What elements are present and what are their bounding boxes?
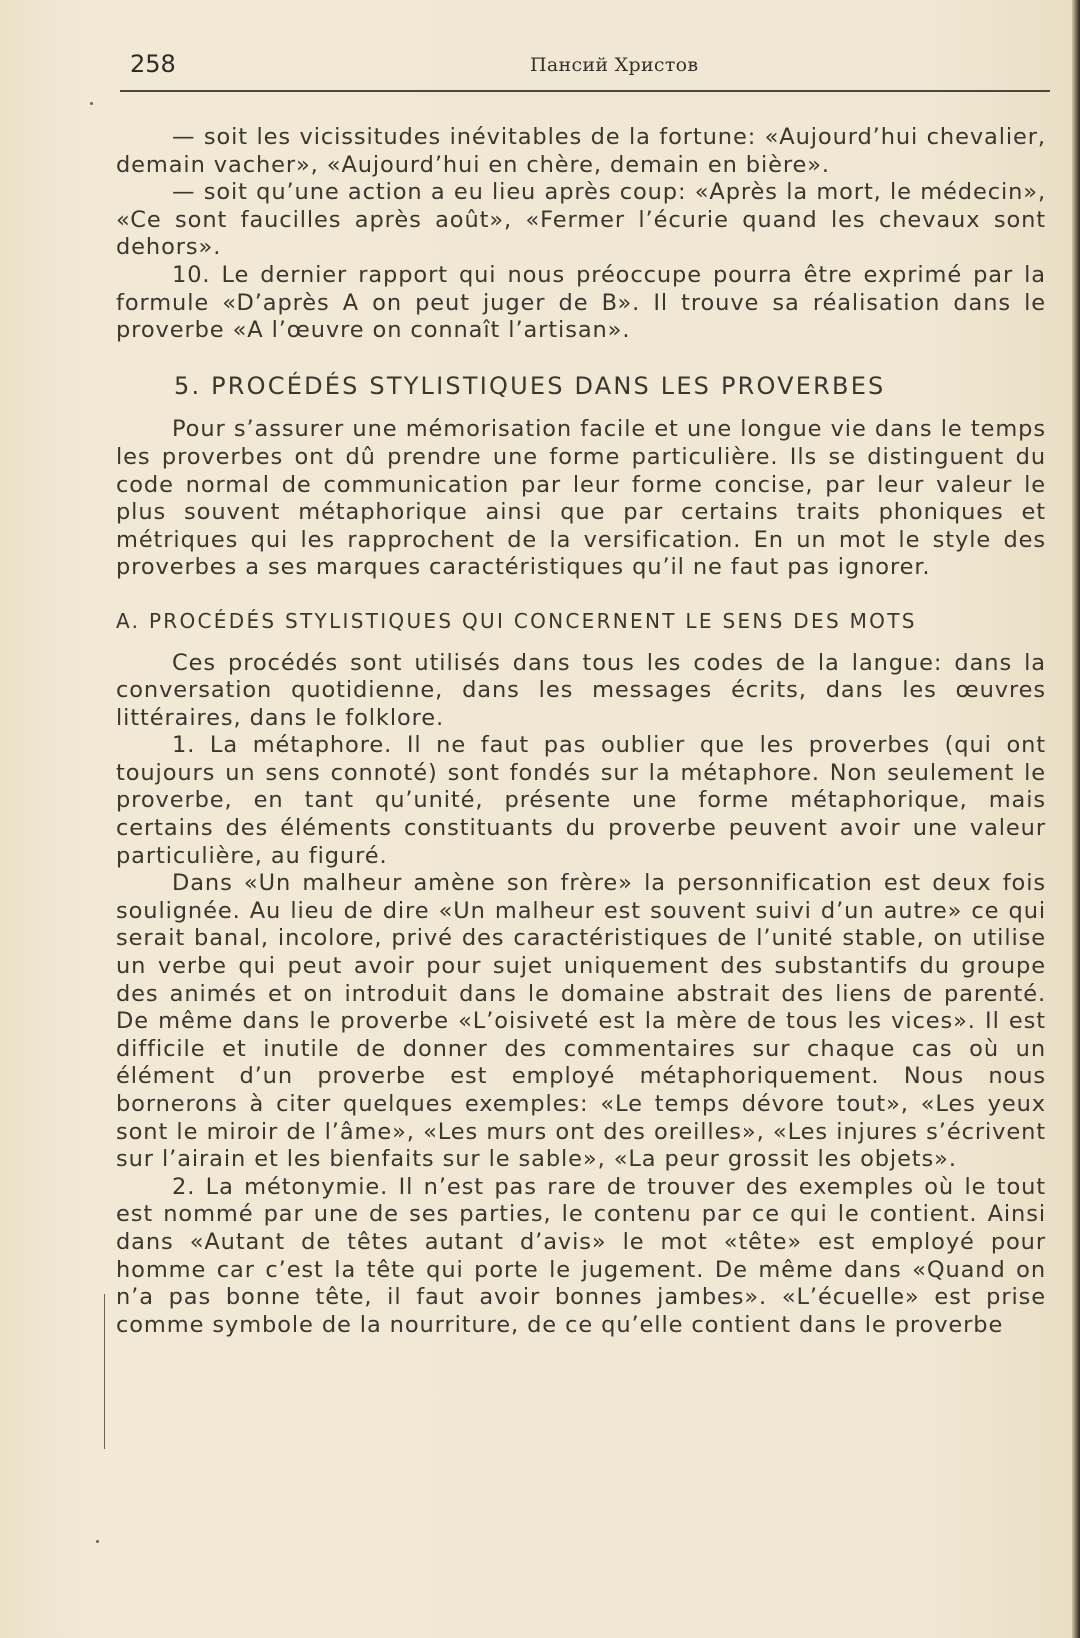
body-text xyxy=(116,124,1046,1339)
page-number: 258 xyxy=(130,50,176,78)
page-header xyxy=(130,50,1050,90)
running-title: Пансий Христов xyxy=(530,54,699,76)
paragraph-malheur: Dans «Un malheur amène son frère» la personnification est deux fois soulignée. Au lieu de dire «Un malheur est souvent suivi d’un autre» ce qui serait banal, incolore, privé des caractéristiques de l’unité stable, on utilise un verbe qui peut avoir pour sujet uniquement des substantifs du groupe des animés et on introduit dans le domaine abstrait des liens de parenté. De même dans le proverbe «L’oisiveté est la mère de tous les vices». Il est difficile et inutile de donner des commentaires sur chaque cas où un élément d’un proverbe est employé métaphoriquement. Nous nous bornerons à citer quelques exemples: «Le temps dévore tout», «Les yeux sont le miroir de l’âme», «Les murs ont des oreilles», «Les injures s’écrivent sur l’airain et les bienfaits sur le sable», «La peur grossit les objets». xyxy=(116,870,1046,1173)
margin-mark xyxy=(104,1294,105,1449)
margin-dot xyxy=(90,102,93,105)
paragraph-codes: Ces procédés sont utilisés dans tous les codes de la langue: dans la conversation quotidienne, dans les messages écrits, dans les œuvres littéraires, dans le folklore. xyxy=(116,649,1046,731)
paragraph-apres-coup: — soit qu’une action a eu lieu après coup: «Après la mort, le médecin», «Ce sont faucilles après août», «Fermer l’écurie quand les chevaux sont dehors». xyxy=(116,179,1046,261)
paragraph-rapport-10: 10. Le dernier rapport qui nous préoccupe pourra être exprimé par la formule «D’après A on peut juger de B». Il trouve sa réalisation dans le proverbe «A l’œuvre on connaît l’artisan». xyxy=(116,261,1046,344)
paragraph-metaphore: 1. La métaphore. Il ne faut pas oublier que les proverbes (qui ont toujours un sens connoté) sont fondés sur la métaphore. Non seulement le proverbe, en tant qu’unité, présente une forme métaphorique, mais certains des éléments constituants du proverbe peuvent avoir une valeur particulière, au figuré. xyxy=(116,732,1046,869)
subsection-heading: A. PROCÉDÉS STYLISTIQUES QUI CONCERNENT LE SENS DES MOTS xyxy=(116,608,917,633)
page-spine-edge xyxy=(1072,0,1080,1638)
paragraph-vicissitudes: — soit les vicissitudes inévitables de la fortune: «Aujourd’hui chevalier, demain vacher», «Aujourd’hui en chère, demain en bière». xyxy=(116,124,1046,178)
margin-dot xyxy=(96,1540,99,1543)
paragraph-intro-style: Pour s’assurer une mémorisation facile et une longue vie dans le temps les proverbes ont dû prendre une forme particulière. Ils se distinguent du code normal de communication par leur forme concise, par leur valeur le plus souvent métaphorique ainsi que par certains traits phoniques et métriques qui les rapprochent de la versification. En un mot le style des proverbes a ses marques caractéristiques qu’il ne faut pas ignorer. xyxy=(116,416,1046,581)
paragraph-metonymie: 2. La métonymie. Il n’est pas rare de trouver des exemples où le tout est nommé par une de ses parties, le contenu par ce qui le contient. Ainsi dans «Autant de têtes autant d’avis» le mot «tête» est employé pour homme car c’est la tête qui porte le jugement. De même dans «Quand on n’a pas bonne tête, il faut avoir bonnes jambes». «L’écuelle» est prise comme symbole de la nourriture, de ce qu’elle contient dans le proverbe xyxy=(116,1173,1046,1338)
header-rule xyxy=(120,90,1050,92)
section-heading: 5. PROCÉDÉS STYLISTIQUES DANS LES PROVERBES xyxy=(174,371,886,400)
